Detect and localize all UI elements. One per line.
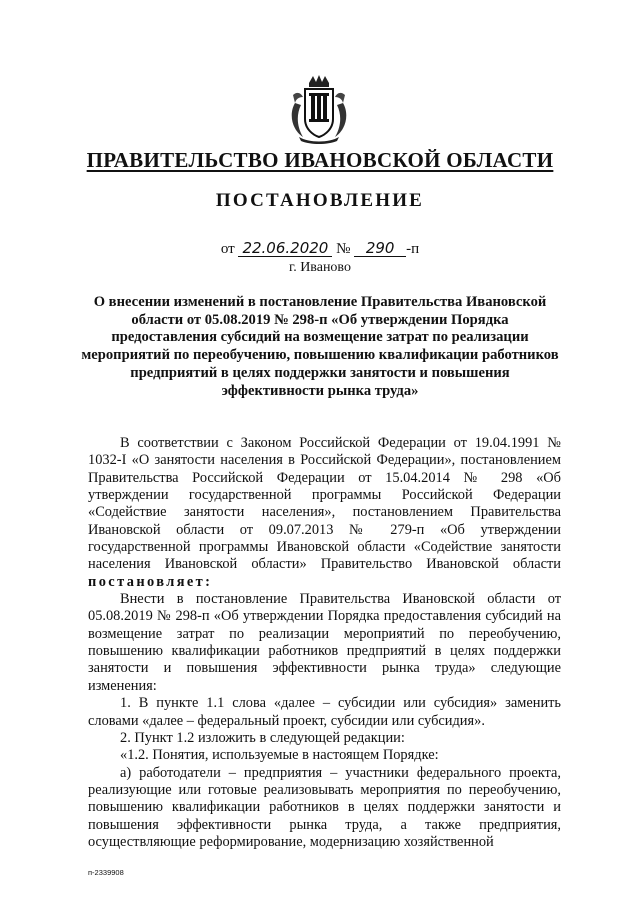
decrees-colon: : [205,573,213,590]
paragraph: 1. В пункте 1.1 слова «далее – субсидии или субсидия» заменить словами «далее – федеральный проект, субсидии или субсидия». [88,695,561,729]
date-number-line [0,240,640,258]
preamble-text: В соответствии с Законом Российской Федерации от 19.04.1991 № 1032-I «О занятости населения в Российской Федерации», постановлением Правительства Российской Федерации от 15.04.2014 № 298 «Об утверждении государственной программы Российской Федерации «Содействие занятости населения», постановлением Правительства Ивановской области от 09.07.2013 № 279-п «Об утверждении государственной программы Ивановской области «Содействие занятости населения Ивановской области» Правительство Ивановской области [88,435,561,573]
government-title: ПРАВИТЕЛЬСТВО ИВАНОВСКОЙ ОБЛАСТИ [86,148,554,172]
document-type: ПОСТАНОВЛЕНИЕ [215,190,425,211]
number-suffix: -п [406,241,420,257]
date-prefix: от [220,241,235,257]
footer-code: п-2339908 [88,868,124,877]
paragraph: «1.2. Понятия, используемые в настоящем Порядке: [120,747,439,764]
paragraph: а) работодатели – предприятия – участники федерального проекта, реализующие или готовые реализовывать мероприятия по переобучению, повышению квалификации работников в целях поддержки занятости и повышения эффективности рынка труда, а также предприятия, осуществляющие реформирование, модернизацию хозяйственной [88,764,561,850]
document-body [88,435,561,851]
number-prefix: № [336,241,351,257]
paragraph: Внести в постановление Правительства Ивановской области от 05.08.2019 № 298-п «Об утверждении Порядка предоставления субсидий на возмещение затрат по реализации мероприятий по переобучению, повышению квалификации работников предприятий в целях поддержки занятости и повышения эффективности рынка труда» следующие изменения: [88,591,561,694]
city: г. Иваново [289,260,351,275]
coat-of-arms-emblem [287,73,351,145]
decree-number: 290 [354,240,406,257]
preamble-paragraph [88,435,561,591]
decree-date: 22.06.2020 [238,240,332,257]
paragraph: 2. Пункт 1.2 изложить в следующей редакции: [120,729,405,746]
decrees-word: постановляет [88,573,206,590]
decree-subject: О внесении изменений в постановление Правительства Ивановской области от 05.08.2019 № 298-п «Об утверждении Порядка предоставления субсидий на возмещение затрат по реализации мероприятий по переобучению, повышению квалификации работников предприятий в целях поддержки занятости и повышения эффективности рынка труда» [81,294,559,399]
